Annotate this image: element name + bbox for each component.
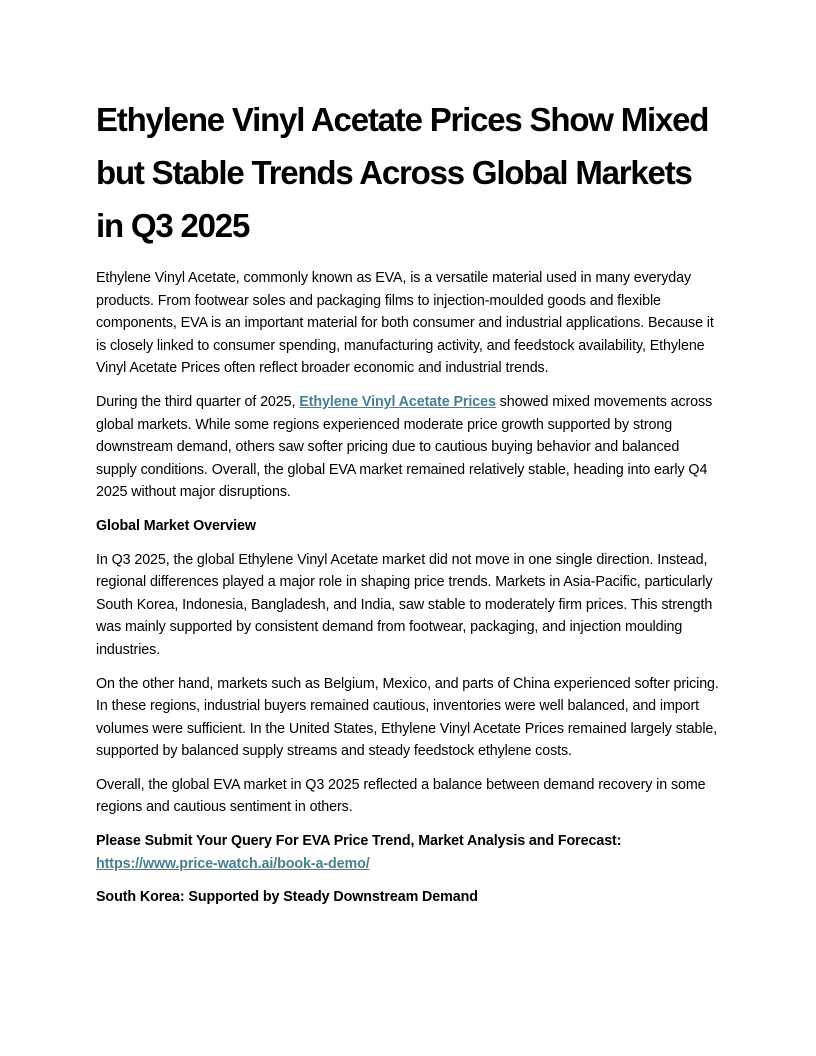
article-title: Ethylene Vinyl Acetate Prices Show Mixed but Stable Trends Across Global Markets in Q3 2025 — [96, 101, 709, 244]
q3-paragraph-start: During the third quarter of 2025, — [96, 393, 300, 410]
south-korea-heading: South Korea: Supported by Steady Downstream Demand — [96, 889, 478, 906]
q3-paragraph-end: showed mixed movements across global markets. While some regions experienced moderate price growth supported by strong downstream demand, others saw softer pricing due to cautious buying behavior and balanced supply conditions. Overall, the global EVA market remained relatively stable, heading into early Q4 2025 without major disruptions. — [96, 393, 713, 501]
book-demo-link[interactable]: https://www.price-watch.ai/book-a-demo/ — [96, 855, 370, 872]
query-cta — [96, 830, 720, 875]
q3-paragraph — [96, 391, 720, 504]
eva-prices-link[interactable]: Ethylene Vinyl Acetate Prices — [299, 393, 496, 410]
summary-paragraph: Overall, the global EVA market in Q3 2025 reflected a balance between demand recovery in some regions and cautious sentiment in others. — [96, 776, 706, 816]
document-page — [96, 93, 720, 920]
global-overview-paragraph: In Q3 2025, the global Ethylene Vinyl Acetate market did not move in one single direction. Instead, regional differences played a major role in shaping price trends. Markets in Asia-Pacific, particularly South Korea, Indonesia, Bangladesh, and India, saw stable to moderately firm prices. This strength was mainly supported by consistent demand from footwear, packaging, and injection moulding industries. — [96, 551, 713, 658]
regional-paragraph: On the other hand, markets such as Belgium, Mexico, and parts of China experienced softer pricing. In these regions, industrial buyers remained cautious, inventories were well balanced, and import volumes were sufficient. In the United States, Ethylene Vinyl Acetate Prices remained largely stable, supported by balanced supply streams and steady feedstock ethylene costs. — [96, 675, 719, 760]
query-cta-text: Please Submit Your Query For EVA Price Trend, Market Analysis and Forecast: — [96, 833, 622, 850]
global-overview-heading: Global Market Overview — [96, 517, 256, 534]
intro-paragraph: Ethylene Vinyl Acetate, commonly known as EVA, is a versatile material used in many everyday products. From footwear soles and packaging films to injection-moulded goods and flexible components, EVA is an important material for both consumer and industrial applications. Because it is closely linked to consumer spending, manufacturing activity, and feedstock availability, Ethylene Vinyl Acetate Prices often reflect broader economic and industrial trends. — [96, 270, 714, 377]
